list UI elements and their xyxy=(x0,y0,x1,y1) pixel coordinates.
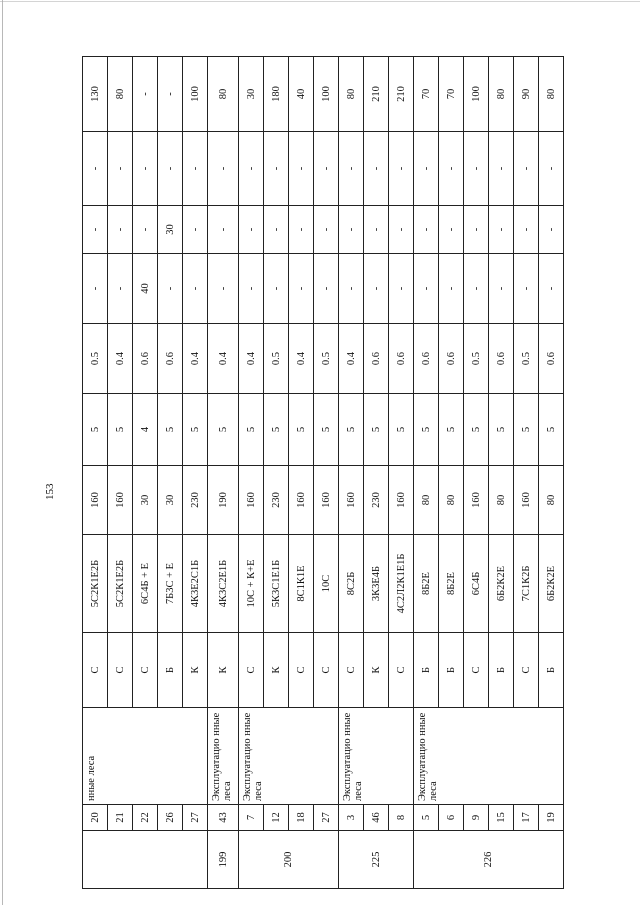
table-row xyxy=(239,57,264,889)
d-cell: 210 xyxy=(389,57,414,132)
vydel-cell: 9 xyxy=(464,805,489,831)
quarter-cell xyxy=(83,831,208,889)
d-cell: 70 xyxy=(414,57,439,132)
comp-cell: 4С2Л2К1Е1Б xyxy=(389,535,414,633)
a-cell: - xyxy=(414,254,439,324)
page-number: 153 xyxy=(44,483,56,500)
full-cell: 0.5 xyxy=(514,324,539,394)
sp-cell: С xyxy=(83,633,108,708)
cls-cell: 5 xyxy=(339,394,364,466)
full-cell: 0.4 xyxy=(183,324,208,394)
full-cell: 0.6 xyxy=(158,324,183,394)
vydel-cell: 43 xyxy=(208,805,239,831)
age-cell: 160 xyxy=(339,466,364,535)
full-cell: 0.4 xyxy=(208,324,239,394)
cls-cell: 5 xyxy=(464,394,489,466)
sp-cell: С xyxy=(239,633,264,708)
sp-cell: С xyxy=(314,633,339,708)
cls-cell: 5 xyxy=(183,394,208,466)
age-cell: 160 xyxy=(389,466,414,535)
c-cell: - xyxy=(108,132,133,206)
age-cell: 80 xyxy=(439,466,464,535)
comp-cell: 6С4Б xyxy=(464,535,489,633)
full-cell: 0.5 xyxy=(264,324,289,394)
cls-cell: 5 xyxy=(314,394,339,466)
age-cell: 190 xyxy=(208,466,239,535)
a-cell: - xyxy=(264,254,289,324)
comp-cell: 5К3С1Е1Б xyxy=(264,535,289,633)
age-cell: 160 xyxy=(239,466,264,535)
b-cell: - xyxy=(414,206,439,254)
vydel-cell: 3 xyxy=(339,805,364,831)
d-cell: 80 xyxy=(208,57,239,132)
a-cell: - xyxy=(339,254,364,324)
cls-cell: 5 xyxy=(108,394,133,466)
forest-category-cell: Эксплуатацио нные леса xyxy=(339,708,414,805)
cls-cell: 5 xyxy=(289,394,314,466)
c-cell: - xyxy=(514,132,539,206)
vydel-cell: 6 xyxy=(439,805,464,831)
sp-cell: С xyxy=(289,633,314,708)
comp-cell: 6Б2К2Е xyxy=(539,535,564,633)
a-cell: - xyxy=(439,254,464,324)
a-cell: - xyxy=(158,254,183,324)
d-cell: 40 xyxy=(289,57,314,132)
cls-cell: 5 xyxy=(83,394,108,466)
b-cell: - xyxy=(439,206,464,254)
age-cell: 230 xyxy=(264,466,289,535)
d-cell: 30 xyxy=(239,57,264,132)
full-cell: 0.4 xyxy=(339,324,364,394)
b-cell: - xyxy=(314,206,339,254)
cls-cell: 5 xyxy=(389,394,414,466)
comp-cell: 4К3С2Е1Б xyxy=(208,535,239,633)
table-row xyxy=(83,57,108,889)
age-cell: 230 xyxy=(183,466,208,535)
table-body xyxy=(83,57,564,889)
a-cell: - xyxy=(514,254,539,324)
full-cell: 0.6 xyxy=(414,324,439,394)
comp-cell: 8С1К1Е xyxy=(289,535,314,633)
cls-cell: 5 xyxy=(208,394,239,466)
age-cell: 30 xyxy=(133,466,158,535)
full-cell: 0.6 xyxy=(539,324,564,394)
forest-table xyxy=(82,56,564,889)
vydel-cell: 15 xyxy=(489,805,514,831)
full-cell: 0.5 xyxy=(464,324,489,394)
sp-cell: Б xyxy=(414,633,439,708)
b-cell: 30 xyxy=(158,206,183,254)
sp-cell: К xyxy=(183,633,208,708)
a-cell: - xyxy=(364,254,389,324)
a-cell: - xyxy=(314,254,339,324)
quarter-cell: 226 xyxy=(414,831,564,889)
d-cell: 70 xyxy=(439,57,464,132)
a-cell: - xyxy=(464,254,489,324)
full-cell: 0.4 xyxy=(289,324,314,394)
full-cell: 0.6 xyxy=(489,324,514,394)
a-cell: - xyxy=(489,254,514,324)
comp-cell: 5С2К1Е2Б xyxy=(108,535,133,633)
comp-cell: 3К3Е4Б xyxy=(364,535,389,633)
c-cell: - xyxy=(539,132,564,206)
d-cell: 100 xyxy=(183,57,208,132)
a-cell: - xyxy=(389,254,414,324)
rotated-table-wrap xyxy=(82,57,557,889)
c-cell: - xyxy=(83,132,108,206)
c-cell: - xyxy=(414,132,439,206)
comp-cell: 8Б2Е xyxy=(414,535,439,633)
sp-cell: С xyxy=(133,633,158,708)
sp-cell: С xyxy=(339,633,364,708)
cls-cell: 5 xyxy=(239,394,264,466)
vydel-cell: 17 xyxy=(514,805,539,831)
full-cell: 0.4 xyxy=(239,324,264,394)
a-cell: - xyxy=(108,254,133,324)
cls-cell: 5 xyxy=(364,394,389,466)
vydel-cell: 27 xyxy=(314,805,339,831)
sp-cell: С xyxy=(108,633,133,708)
b-cell: - xyxy=(83,206,108,254)
full-cell: 0.6 xyxy=(389,324,414,394)
cls-cell: 5 xyxy=(539,394,564,466)
table-row xyxy=(208,57,239,889)
comp-cell: 10С + К+Е xyxy=(239,535,264,633)
age-cell: 230 xyxy=(364,466,389,535)
vydel-cell: 21 xyxy=(108,805,133,831)
comp-cell: 7Б3С + Е xyxy=(158,535,183,633)
sp-cell: Б xyxy=(539,633,564,708)
sp-cell: Б xyxy=(158,633,183,708)
d-cell: 80 xyxy=(489,57,514,132)
age-cell: 80 xyxy=(414,466,439,535)
c-cell: - xyxy=(314,132,339,206)
age-cell: 160 xyxy=(83,466,108,535)
cls-cell: 5 xyxy=(489,394,514,466)
vydel-cell: 12 xyxy=(264,805,289,831)
b-cell: - xyxy=(539,206,564,254)
b-cell: - xyxy=(389,206,414,254)
c-cell: - xyxy=(489,132,514,206)
a-cell: - xyxy=(183,254,208,324)
b-cell: - xyxy=(133,206,158,254)
sp-cell: К xyxy=(208,633,239,708)
c-cell: - xyxy=(133,132,158,206)
comp-cell: 5С2К1Е2Б xyxy=(83,535,108,633)
comp-cell: 8С2Б xyxy=(339,535,364,633)
d-cell: 130 xyxy=(83,57,108,132)
sp-cell: Б xyxy=(489,633,514,708)
cls-cell: 5 xyxy=(514,394,539,466)
b-cell: - xyxy=(264,206,289,254)
d-cell: 100 xyxy=(314,57,339,132)
b-cell: - xyxy=(464,206,489,254)
d-cell: 90 xyxy=(514,57,539,132)
c-cell: - xyxy=(264,132,289,206)
c-cell: - xyxy=(158,132,183,206)
b-cell: - xyxy=(108,206,133,254)
age-cell: 160 xyxy=(289,466,314,535)
vydel-cell: 26 xyxy=(158,805,183,831)
vydel-cell: 8 xyxy=(389,805,414,831)
d-cell: 100 xyxy=(464,57,489,132)
comp-cell: 7С1К2Б xyxy=(514,535,539,633)
scan-edge-top xyxy=(0,1,640,2)
forest-category-cell: Эксплуатацио нные леса xyxy=(208,708,239,805)
a-cell: - xyxy=(208,254,239,324)
cls-cell: 5 xyxy=(414,394,439,466)
c-cell: - xyxy=(339,132,364,206)
full-cell: 0.6 xyxy=(439,324,464,394)
d-cell: 80 xyxy=(339,57,364,132)
full-cell: 0.6 xyxy=(133,324,158,394)
cls-cell: 5 xyxy=(158,394,183,466)
vydel-cell: 19 xyxy=(539,805,564,831)
vydel-cell: 27 xyxy=(183,805,208,831)
d-cell: 80 xyxy=(539,57,564,132)
quarter-cell: 200 xyxy=(239,831,339,889)
age-cell: 80 xyxy=(539,466,564,535)
age-cell: 160 xyxy=(314,466,339,535)
a-cell: - xyxy=(239,254,264,324)
sp-cell: С xyxy=(514,633,539,708)
comp-cell: 4К3Е2С1Б xyxy=(183,535,208,633)
full-cell: 0.5 xyxy=(83,324,108,394)
age-cell: 30 xyxy=(158,466,183,535)
b-cell: - xyxy=(239,206,264,254)
age-cell: 80 xyxy=(489,466,514,535)
sp-cell: Б xyxy=(439,633,464,708)
c-cell: - xyxy=(439,132,464,206)
d-cell: - xyxy=(158,57,183,132)
forest-category-cell: Эксплуатацио нные леса xyxy=(239,708,339,805)
a-cell: - xyxy=(539,254,564,324)
full-cell: 0.6 xyxy=(364,324,389,394)
d-cell: - xyxy=(133,57,158,132)
b-cell: - xyxy=(514,206,539,254)
cls-cell: 4 xyxy=(133,394,158,466)
age-cell: 160 xyxy=(514,466,539,535)
cls-cell: 5 xyxy=(439,394,464,466)
table-row xyxy=(414,57,439,889)
page-number-wrap xyxy=(44,478,60,508)
comp-cell: 10С xyxy=(314,535,339,633)
a-cell: - xyxy=(289,254,314,324)
a-cell: 40 xyxy=(133,254,158,324)
vydel-cell: 46 xyxy=(364,805,389,831)
c-cell: - xyxy=(239,132,264,206)
c-cell: - xyxy=(183,132,208,206)
sp-cell: С xyxy=(389,633,414,708)
b-cell: - xyxy=(183,206,208,254)
age-cell: 160 xyxy=(108,466,133,535)
age-cell: 160 xyxy=(464,466,489,535)
sp-cell: К xyxy=(364,633,389,708)
b-cell: - xyxy=(489,206,514,254)
vydel-cell: 5 xyxy=(414,805,439,831)
table-row xyxy=(339,57,364,889)
d-cell: 180 xyxy=(264,57,289,132)
b-cell: - xyxy=(289,206,314,254)
vydel-cell: 20 xyxy=(83,805,108,831)
b-cell: - xyxy=(339,206,364,254)
quarter-cell: 199 xyxy=(208,831,239,889)
d-cell: 210 xyxy=(364,57,389,132)
vydel-cell: 18 xyxy=(289,805,314,831)
scan-edge-left xyxy=(2,0,3,905)
vydel-cell: 7 xyxy=(239,805,264,831)
c-cell: - xyxy=(208,132,239,206)
comp-cell: 6С4Б + Е xyxy=(133,535,158,633)
comp-cell: 6Б2К2Е xyxy=(489,535,514,633)
d-cell: 80 xyxy=(108,57,133,132)
b-cell: - xyxy=(208,206,239,254)
c-cell: - xyxy=(389,132,414,206)
c-cell: - xyxy=(464,132,489,206)
forest-category-cell: Эксплуатацио нные леса xyxy=(414,708,564,805)
forest-category-cell: нные леса xyxy=(83,708,208,805)
vydel-cell: 22 xyxy=(133,805,158,831)
a-cell: - xyxy=(83,254,108,324)
comp-cell: 8Б2Е xyxy=(439,535,464,633)
cls-cell: 5 xyxy=(264,394,289,466)
sp-cell: С xyxy=(464,633,489,708)
c-cell: - xyxy=(289,132,314,206)
b-cell: - xyxy=(364,206,389,254)
full-cell: 0.5 xyxy=(314,324,339,394)
full-cell: 0.4 xyxy=(108,324,133,394)
quarter-cell: 225 xyxy=(339,831,414,889)
c-cell: - xyxy=(364,132,389,206)
sp-cell: К xyxy=(264,633,289,708)
